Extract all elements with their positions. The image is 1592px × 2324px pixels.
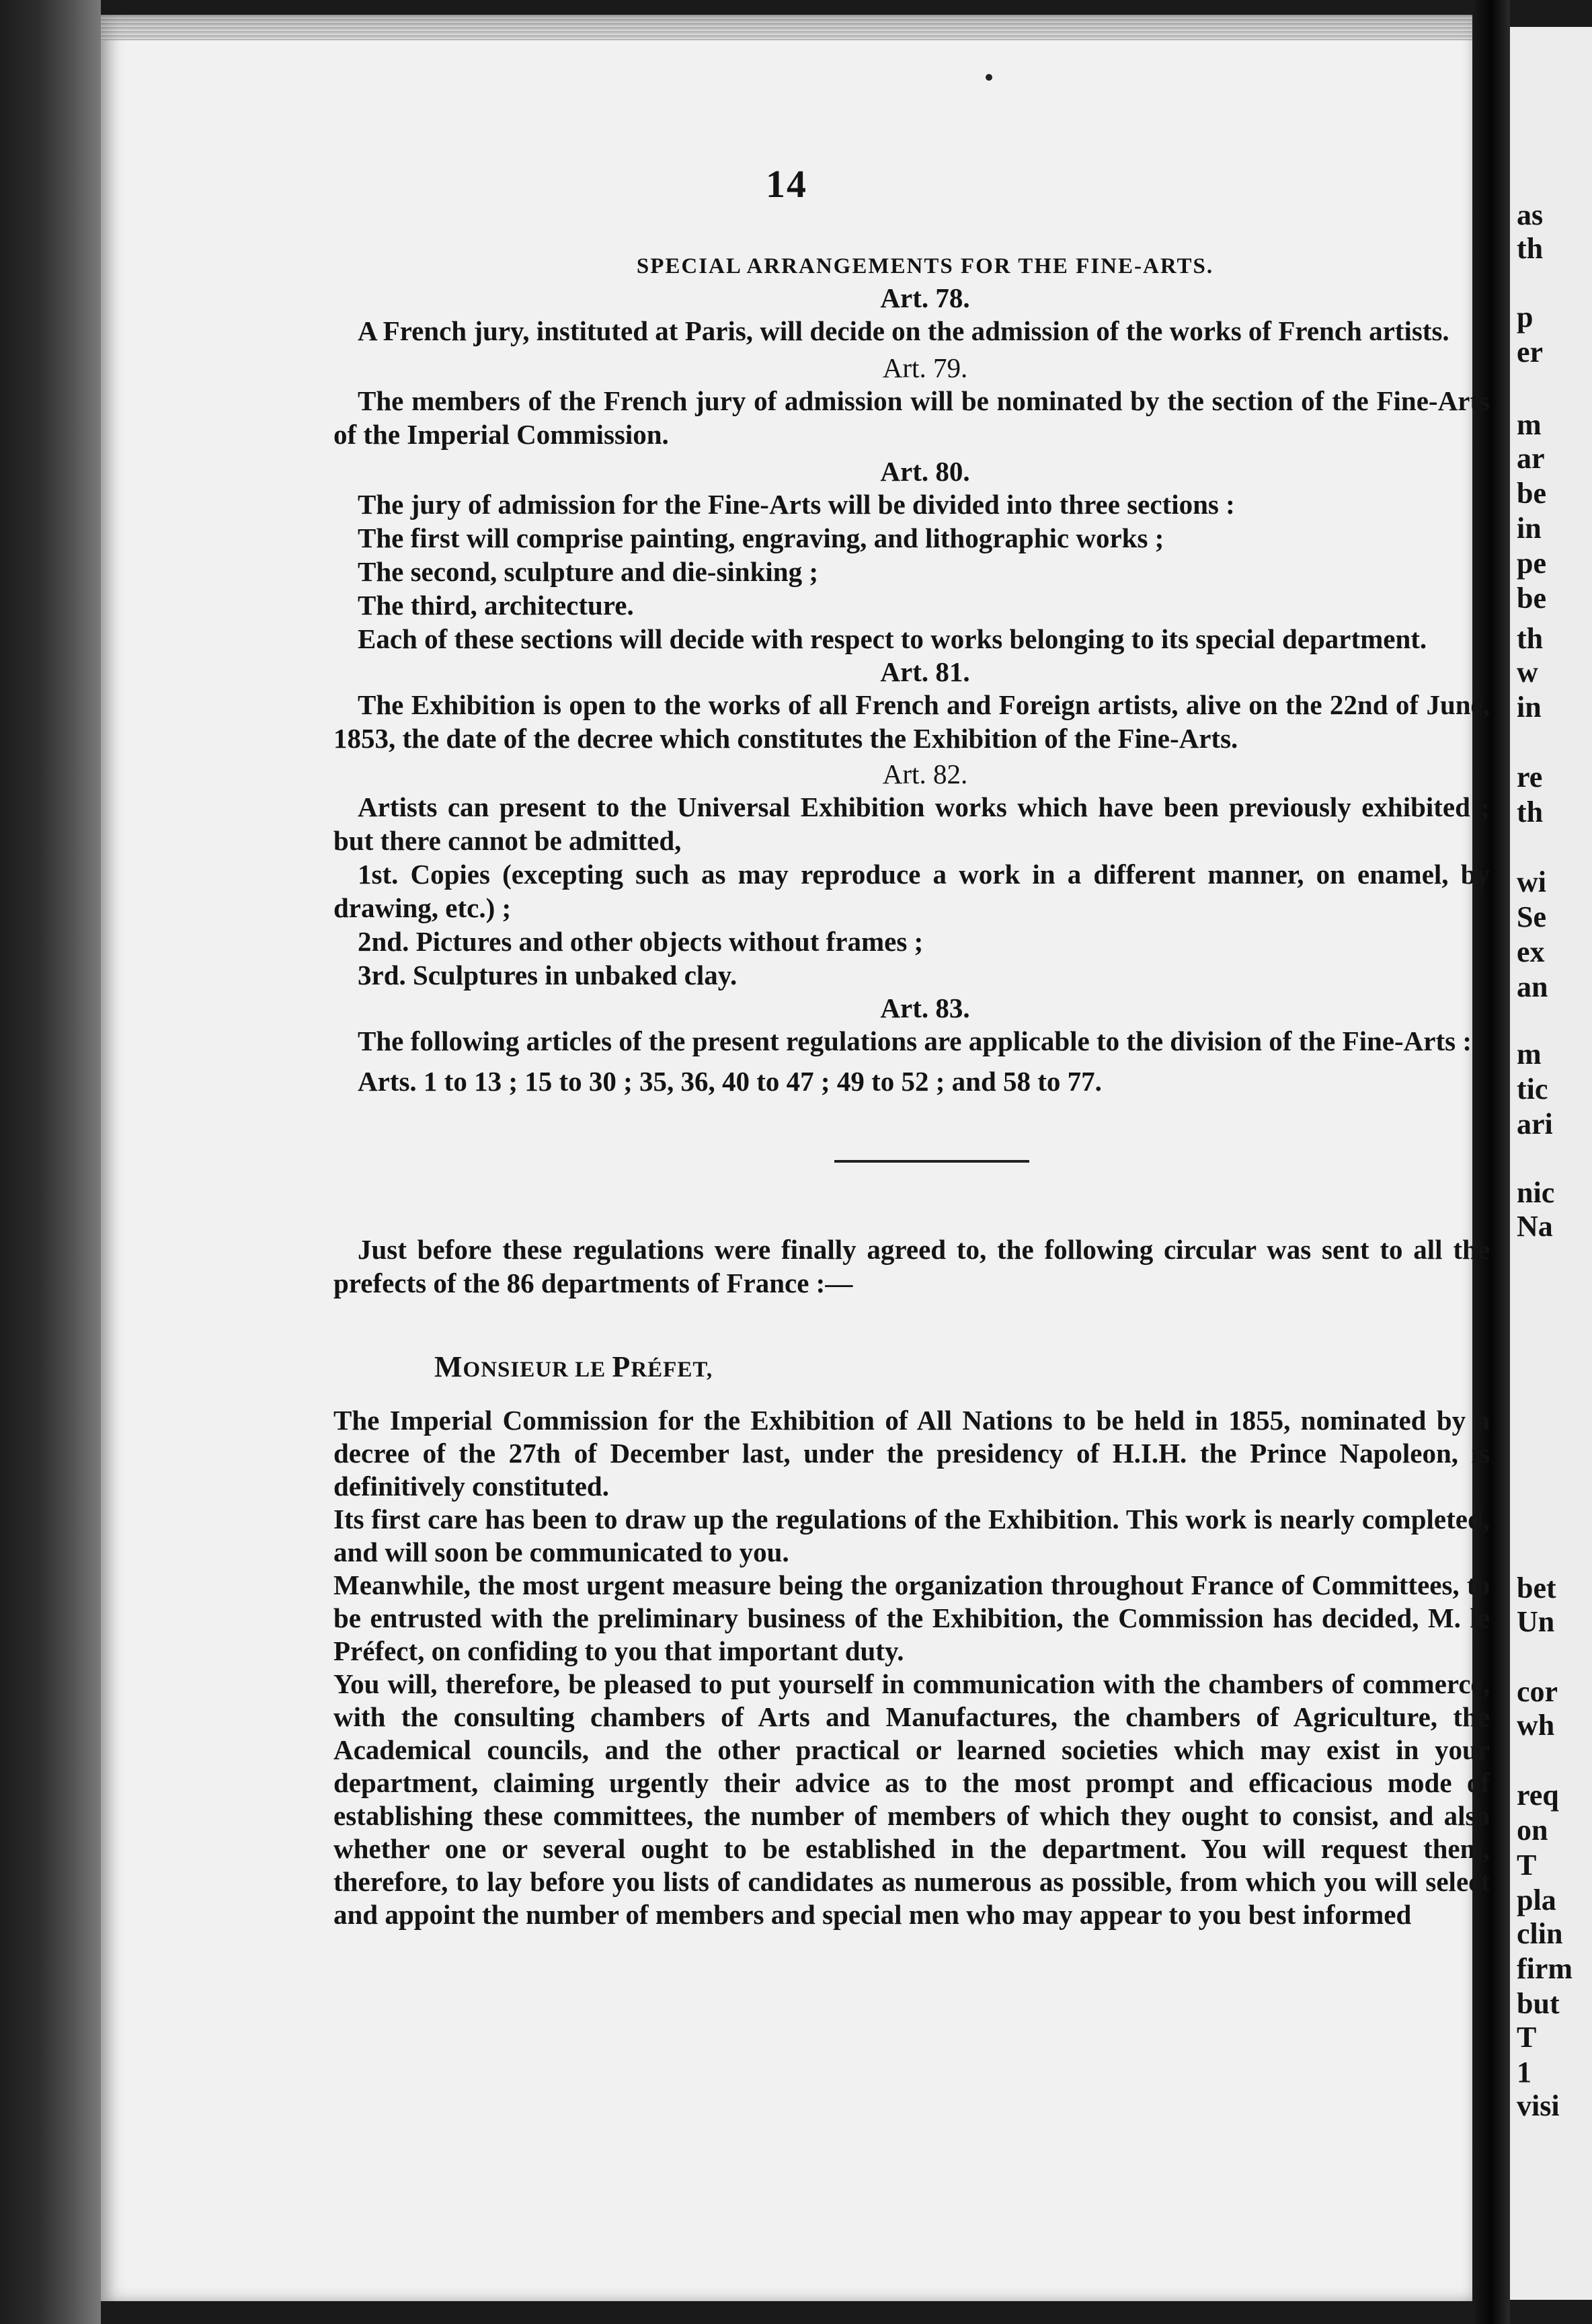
- article-heading: Art. 82.: [882, 759, 968, 789]
- adjacent-page-fragment: T: [1517, 2021, 1537, 2054]
- adjacent-page: [1510, 27, 1592, 2300]
- adjacent-page-fragment: nic: [1517, 1176, 1555, 1209]
- article-heading: Art. 83.: [880, 993, 970, 1023]
- adjacent-page-fragment: 1: [1517, 2056, 1531, 2089]
- adjacent-page-fragment: th: [1517, 622, 1544, 655]
- page-content: [101, 15, 1490, 2301]
- article-paragraph: 1st. Copies (excepting such as may reproduce a work in a different manner, on enamel, by drawing, etc.) ;: [333, 859, 1490, 923]
- article-paragraph: A French jury, instituted at Paris, will decide on the admission of the works of French artists.: [358, 315, 1449, 346]
- adjacent-page-fragment: clin: [1517, 1917, 1563, 1950]
- circular-paragraph: You will, therefore, be pleased to put yourself in communication with the chambers of commerce, with the consulting chambers of Arts and Manufactures, the chambers of Agriculture, the Academical councils, and the other practical or learned societies which may exist in your department, claiming urgently their advice as to the most prompt and efficacious mode of establishing these committees, the number of members of which they ought to consist, and also whether one or several ought to be established in the department. You will request them, therefore, to lay before you lists of candidates as numerous as possible, from which you will select and appoint the number of members and special men who may appear to you best informed: [333, 1668, 1490, 1930]
- adjacent-page-fragment: visi: [1517, 2089, 1560, 2122]
- article-paragraph: The Exhibition is open to the works of all French and Foreign artists, alive on the 22nd of June, 1853, the date of the decree which constitutes the Exhibition of the Fine-Arts.: [333, 689, 1490, 754]
- salutation-part: P: [612, 1350, 631, 1383]
- adjacent-page-fragment: m: [1517, 1038, 1542, 1071]
- adjacent-page-fragment: cor: [1517, 1675, 1558, 1708]
- article-paragraph: The first will comprise painting, engraving, and lithographic works ;: [358, 522, 1164, 553]
- adjacent-page-fragment: Un: [1517, 1605, 1555, 1638]
- adjacent-page-fragment: pe: [1517, 547, 1546, 580]
- adjacent-page-fragment: tic: [1517, 1073, 1548, 1106]
- adjacent-page-fragment: bet: [1517, 1572, 1556, 1604]
- section-divider: [834, 1160, 1029, 1163]
- article-heading: Art. 79.: [882, 352, 968, 383]
- salutation: [333, 1350, 1490, 1384]
- article-heading: Art. 80.: [880, 456, 970, 487]
- adjacent-page-fragment: in: [1517, 512, 1542, 545]
- section-heading: SPECIAL ARRANGEMENTS FOR THE FINE-ARTS.: [636, 254, 1214, 278]
- adjacent-page-fragment: er: [1517, 336, 1544, 369]
- adjacent-page-fragment: pla: [1517, 1884, 1556, 1916]
- article-paragraph: The members of the French jury of admission will be nominated by the section of the Fine-Arts of the Imperial Commission.: [333, 385, 1490, 450]
- adjacent-page-fragment: an: [1517, 970, 1548, 1003]
- circular-paragraph: Its first care has been to draw up the regulations of the Exhibition. This work is nearly completed, and will soon be communicated to you.: [333, 1504, 1490, 1567]
- circular-intro: Just before these regulations were finally agreed to, the following circular was sent to all the prefects of the 86 departments of France :—: [333, 1234, 1490, 1299]
- adjacent-page-fragment: ari: [1517, 1108, 1553, 1140]
- adjacent-page-fragment: ar: [1517, 442, 1545, 475]
- article-heading: Art. 81.: [880, 656, 970, 687]
- adjacent-page-fragment: as: [1517, 198, 1544, 231]
- adjacent-page-fragment: Se: [1517, 900, 1546, 933]
- article-paragraph: The following articles of the present regulations are applicable to the division of the Fine-Arts :: [358, 1025, 1472, 1056]
- article-paragraph: Arts. 1 to 13 ; 15 to 30 ; 35, 36, 40 to 47 ; 49 to 52 ; and 58 to 77.: [358, 1066, 1102, 1097]
- adjacent-page-fragment: in: [1517, 691, 1542, 724]
- adjacent-page-fragment: Na: [1517, 1210, 1553, 1243]
- article-paragraph: Each of these sections will decide with respect to works belonging to its special department.: [358, 623, 1427, 654]
- salutation-part: M: [434, 1350, 463, 1383]
- main-text: [333, 254, 1490, 1931]
- adjacent-page-fragment: req: [1517, 1779, 1559, 1812]
- adjacent-page-fragment: wi: [1517, 865, 1546, 898]
- page-number: 14: [766, 162, 807, 206]
- circular-paragraph: The Imperial Commission for the Exhibition of All Nations to be held in 1855, nominated by a decree of the 27th of December last, under the presidency of H.I.H. the Prince Napoleon, is definitively constituted.: [333, 1405, 1490, 1502]
- adjacent-page-fragment: but: [1517, 1987, 1560, 2020]
- adjacent-page-fragment: ex: [1517, 935, 1545, 968]
- adjacent-page-fragment: firm: [1517, 1952, 1573, 1985]
- adjacent-page-fragment: th: [1517, 796, 1544, 828]
- adjacent-page-fragment: be: [1517, 477, 1546, 510]
- article-paragraph: The jury of admission for the Fine-Arts will be divided into three sections :: [358, 489, 1235, 520]
- adjacent-page-fragment: w: [1517, 656, 1538, 689]
- article-paragraph: Artists can present to the Universal Exhibition works which have been previously exhibited ; but there cannot be admitted,: [333, 791, 1490, 856]
- salutation-part: RÉFET,: [631, 1358, 713, 1382]
- adjacent-page-fragment: T: [1517, 1849, 1537, 1882]
- print-mark: [986, 74, 992, 81]
- adjacent-page-fragment: be: [1517, 582, 1546, 615]
- adjacent-page-fragment: re: [1517, 761, 1543, 793]
- adjacent-page-fragment: m: [1517, 408, 1542, 441]
- article-paragraph: 3rd. Sculptures in unbaked clay.: [358, 960, 738, 991]
- adjacent-page-fragment: on: [1517, 1814, 1548, 1847]
- book-spine: [0, 0, 101, 2324]
- article-paragraph: The third, architecture.: [358, 590, 634, 621]
- salutation-part: ONSIEUR LE: [463, 1358, 612, 1382]
- adjacent-page-fragment: p: [1517, 301, 1534, 334]
- circular-paragraph: Meanwhile, the most urgent measure being the organization throughout France of Committees, to be entrusted with the preliminary business of the Exhibition, the Commission has decided, M. le Préfect, on confiding to you that important duty.: [333, 1570, 1490, 1666]
- article-paragraph: 2nd. Pictures and other objects without frames ;: [358, 926, 924, 957]
- article-paragraph: The second, sculpture and die-sinking ;: [358, 556, 819, 587]
- adjacent-page-fragment: wh: [1517, 1709, 1555, 1742]
- adjacent-page-fragment: th: [1517, 232, 1544, 265]
- article-heading: Art. 78.: [880, 282, 970, 313]
